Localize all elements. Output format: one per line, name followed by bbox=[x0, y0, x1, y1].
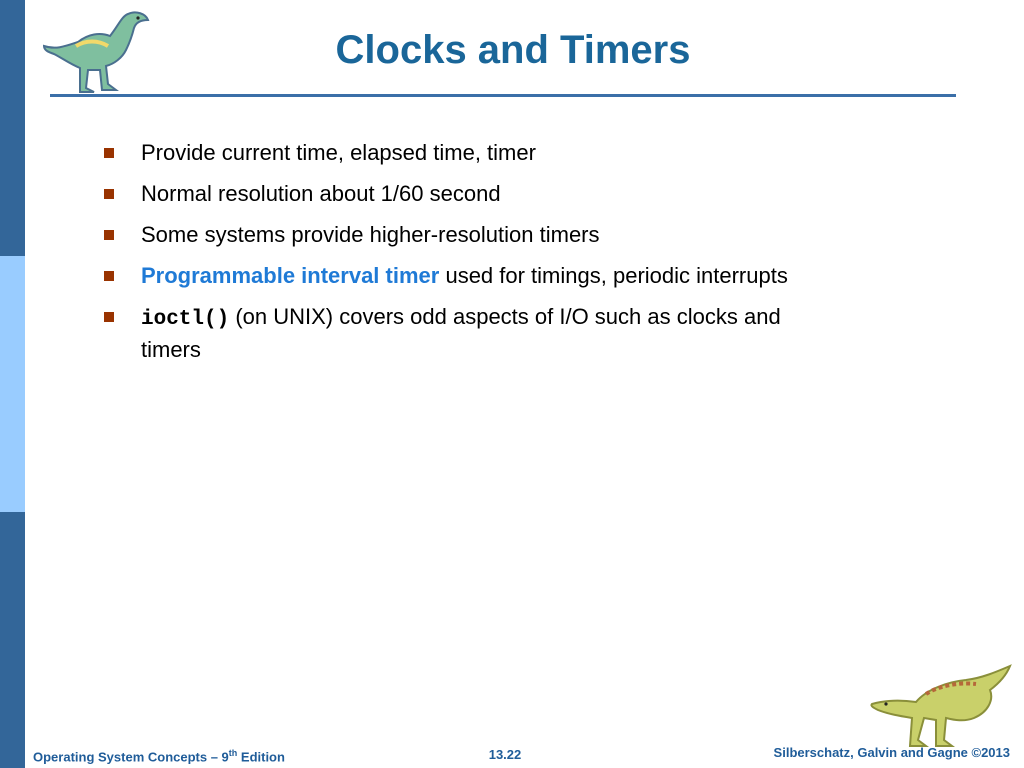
bullet-square-icon bbox=[104, 312, 114, 322]
bullet-item bbox=[104, 302, 804, 365]
dinosaur-icon bbox=[866, 660, 1016, 750]
code-term: ioctl() bbox=[141, 308, 230, 331]
footer-book-title: Operating System Concepts – 9th Edition bbox=[33, 748, 285, 765]
dinosaur-icon bbox=[36, 6, 156, 96]
highlighted-term: Programmable interval timer bbox=[141, 263, 440, 288]
bullet-square-icon bbox=[104, 271, 114, 281]
sidebar-top-band bbox=[0, 0, 25, 256]
bullet-item bbox=[104, 179, 804, 209]
bullet-text: Some systems provide higher-resolution timers bbox=[141, 222, 600, 247]
page-number: 13.22 bbox=[488, 747, 522, 762]
sidebar-bottom-band bbox=[0, 512, 25, 768]
bullet-text: Normal resolution about 1/60 second bbox=[141, 181, 501, 206]
bullet-text: used for timings, periodic interrupts bbox=[439, 263, 788, 288]
bullet-list bbox=[104, 138, 804, 376]
bullet-text: (on UNIX) covers odd aspects of I/O such as clocks and timers bbox=[141, 304, 781, 362]
bullet-square-icon bbox=[104, 189, 114, 199]
bullet-item bbox=[104, 138, 804, 168]
bullet-text: Provide current time, elapsed time, timer bbox=[141, 140, 536, 165]
bullet-square-icon bbox=[104, 230, 114, 240]
sidebar-middle-band bbox=[0, 256, 25, 512]
bullet-square-icon bbox=[104, 148, 114, 158]
slide-title: Clocks and Timers bbox=[335, 28, 691, 72]
left-sidebar bbox=[0, 0, 25, 768]
footer bbox=[0, 738, 1024, 768]
title-underline bbox=[50, 94, 956, 97]
bullet-item bbox=[104, 261, 804, 291]
footer-copyright: Silberschatz, Galvin and Gagne ©2013 bbox=[773, 745, 1010, 760]
bullet-item bbox=[104, 220, 804, 250]
